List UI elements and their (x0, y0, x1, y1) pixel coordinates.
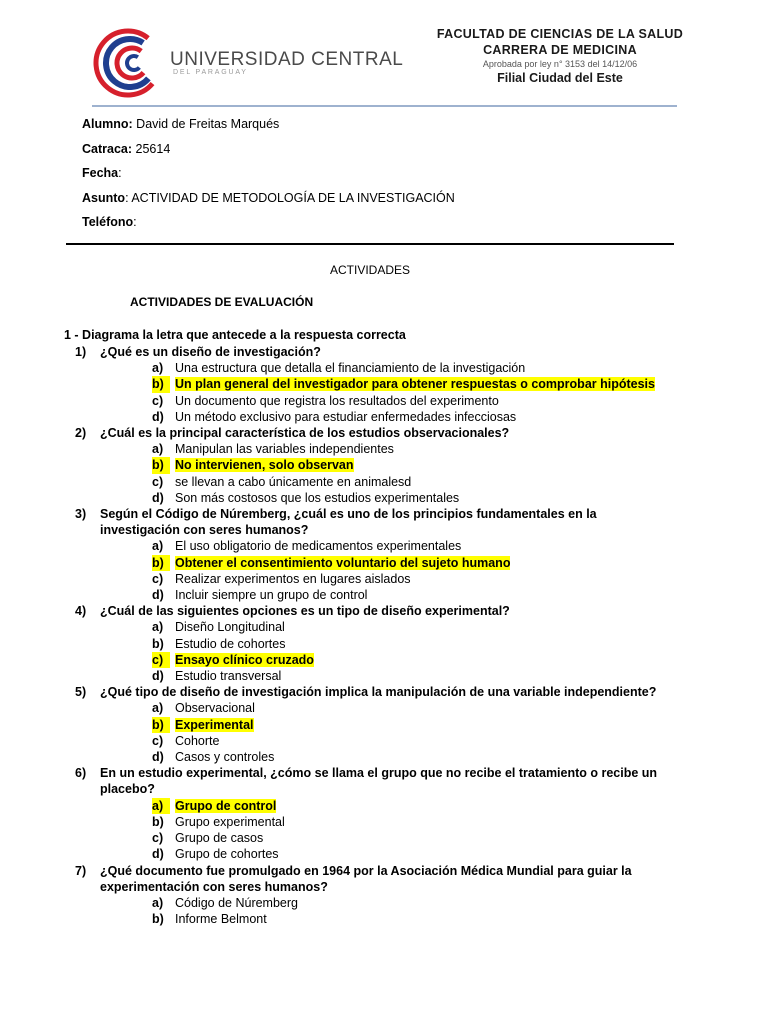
question-text: ¿Cuál de las siguientes opciones es un tipo de diseño experimental? (100, 604, 510, 619)
catraca-number: 25614 (132, 141, 171, 156)
option (64, 490, 664, 506)
option-letter: b) (152, 376, 170, 392)
option (64, 587, 664, 603)
question-number: 7) (75, 863, 87, 878)
option-letter: d) (152, 669, 164, 684)
option-correct (64, 717, 664, 733)
question-number: 6) (75, 766, 87, 781)
question-number: 2) (75, 426, 87, 441)
option-letter: a) (152, 539, 164, 554)
option (64, 814, 664, 830)
option-letter: b) (152, 555, 170, 571)
university-logo (92, 27, 164, 99)
option-text: Un plan general del investigador para obtener respuestas o comprobar hipótesis (175, 377, 655, 392)
option-letter: c) (152, 474, 164, 489)
option-letter: a) (152, 620, 164, 635)
branch-name: Filial Ciudad del Este (497, 71, 623, 85)
option-text: Observacional (175, 701, 255, 716)
option-text: Informe Belmont (175, 912, 267, 927)
question-7 (64, 863, 664, 895)
option (64, 636, 664, 652)
option-text: Incluir siempre un grupo de control (175, 588, 368, 603)
option-letter: a) (152, 701, 164, 716)
option-text: Un método exclusivo para estudiar enfermedades infecciosas (175, 409, 517, 424)
option (64, 668, 664, 684)
option-text: Ensayo clínico cruzado (175, 652, 314, 667)
option-text: Obtener el consentimiento voluntario del sujeto humano (175, 555, 511, 570)
option-text: Una estructura que detalla el financiamiento de la investigación (175, 361, 526, 376)
option-letter: d) (152, 409, 164, 424)
student-name: David de Freitas Marqués (132, 117, 280, 131)
option-text: Grupo de cohortes (175, 847, 279, 862)
question-number: 3) (75, 507, 87, 522)
career-name: CARRERA DE MEDICINA (483, 43, 637, 57)
option-letter: d) (152, 588, 164, 603)
option-text: Un documento que registra los resultados del experimento (175, 393, 499, 408)
university-name: UNIVERSIDAD CENTRAL (170, 49, 404, 70)
option-text: Grupo experimental (175, 814, 285, 829)
option (64, 830, 664, 846)
option-letter: a) (152, 798, 170, 814)
option (64, 895, 664, 911)
option (64, 846, 664, 862)
question-5 (64, 684, 664, 700)
question-text: En un estudio experimental, ¿cómo se llama el grupo que no recibe el tratamiento o recibe un placebo? (100, 766, 658, 797)
option-correct (64, 457, 664, 473)
subject-value: ACTIVIDAD DE METODOLOGÍA DE LA INVESTIGACIÓN (128, 190, 455, 205)
option-letter: c) (152, 393, 164, 408)
option-text: Cohorte (175, 733, 220, 748)
student-info (82, 116, 455, 239)
student-row: Alumno: David de Freitas Marqués (82, 117, 280, 131)
activities-title: ACTIVIDADES (329, 263, 410, 277)
option-letter: a) (152, 895, 164, 910)
faculty-name: FACULTAD DE CIENCIAS DE LA SALUD (436, 27, 684, 41)
option (64, 360, 664, 376)
option-letter: b) (152, 912, 164, 927)
option-letter: c) (152, 831, 164, 846)
section-divider (66, 243, 674, 245)
question-number: 1) (75, 345, 87, 359)
option-letter: d) (152, 750, 164, 765)
option-letter: c) (152, 733, 164, 748)
question-number: 4) (75, 604, 87, 619)
option (64, 393, 664, 409)
phone-row: Teléfono: (82, 215, 137, 229)
law-approval: Aprobada por ley n° 3153 del 14/12/06 (482, 59, 638, 69)
date-row: Fecha: (82, 166, 122, 180)
option-correct (64, 555, 664, 571)
option (64, 733, 664, 749)
header-divider (92, 105, 677, 107)
option-text: Son más costosos que los estudios experimentales (175, 490, 460, 505)
option (64, 619, 664, 635)
option-text: Estudio transversal (175, 669, 282, 684)
option (64, 571, 664, 587)
instruction-text: 1 - Diagrama la letra que antecede a la respuesta correcta (64, 328, 406, 342)
question-text: ¿Qué tipo de diseño de investigación implica la manipulación de una variable independiente? (100, 685, 657, 700)
option-letter: b) (152, 814, 164, 829)
option-text: Diseño Longitudinal (175, 620, 285, 635)
question-6 (64, 765, 664, 797)
option-text: Grupo de casos (175, 831, 264, 846)
question-list (64, 344, 664, 927)
option-correct (64, 652, 664, 668)
question-4 (64, 603, 664, 619)
subject-row: Asunto: ACTIVIDAD DE METODOLOGÍA DE LA INVESTIGACIÓN (82, 190, 455, 205)
option-letter: c) (152, 571, 164, 586)
option-letter: b) (152, 636, 164, 651)
option-text: Grupo de control (175, 798, 277, 813)
option-text: Manipulan las variables independientes (175, 442, 394, 457)
option-letter: a) (152, 361, 164, 376)
option (64, 441, 664, 457)
question-2 (64, 425, 664, 441)
question-3 (64, 506, 664, 538)
option-letter: b) (152, 717, 170, 733)
option (64, 749, 664, 765)
question-text: Según el Código de Núremberg, ¿cuál es uno de los principios fundamentales en la investigación con seres humanos? (100, 507, 597, 538)
option (64, 700, 664, 716)
question-text: ¿Qué es un diseño de investigación? (100, 345, 321, 359)
evaluation-title: ACTIVIDADES DE EVALUACIÓN (130, 295, 314, 309)
university-subtitle: DEL PARAGUAY (173, 69, 248, 76)
option-text: Realizar experimentos en lugares aislados (175, 571, 411, 586)
option-text: se llevan a cabo únicamente en animalesd (175, 474, 412, 489)
question-1 (64, 344, 664, 360)
option-text: Experimental (175, 717, 254, 732)
document-header (0, 0, 768, 112)
option (64, 409, 664, 425)
option-correct (64, 798, 664, 814)
option (64, 538, 664, 554)
question-text: ¿Qué documento fue promulgado en 1964 por la Asociación Médica Mundial para guiar la experimentación con seres humanos? (100, 863, 632, 894)
option-text: Código de Núremberg (175, 895, 298, 910)
option-letter: b) (152, 457, 170, 473)
option (64, 474, 664, 490)
option-letter: a) (152, 442, 164, 457)
option-text: Casos y controles (175, 750, 275, 765)
question-text: ¿Cuál es la principal característica de los estudios observacionales? (100, 426, 510, 441)
option-correct (64, 376, 664, 392)
option-letter: d) (152, 490, 164, 505)
option (64, 911, 664, 927)
question-number: 5) (75, 685, 87, 700)
option-text: El uso obligatorio de medicamentos experimentales (175, 539, 462, 554)
option-text: Estudio de cohortes (175, 636, 286, 651)
option-letter: d) (152, 847, 164, 862)
catraca-row: Catraca: 25614 (82, 141, 171, 156)
faculty-block (420, 27, 700, 85)
option-letter: c) (152, 652, 170, 668)
option-text: No intervienen, solo observan (175, 458, 354, 473)
